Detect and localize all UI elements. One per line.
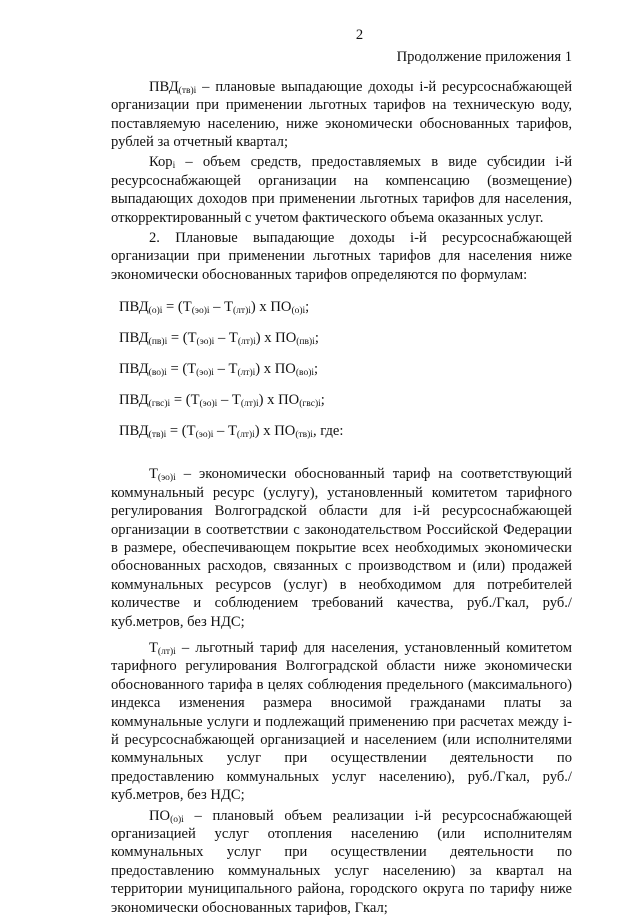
formula-lhs-subscript: (тв)i	[148, 430, 167, 441]
formula-tail: ;	[314, 361, 319, 378]
formula-term-subscript: (эо)i	[195, 430, 214, 441]
definition-text: – льготный тариф для населения, установленный комитетом тарифного регулирования Волгоградской области ниже экономически обоснованного тарифа в целях соблюдения предельного (максимального) индекса изменения размера вносимой гражданами платы за коммунальные услуги и подлежащий применению при расчетах между i-й ресурсоснабжающей организацией и населением (или исполнителями коммунальных услуг при осуществлении деятельности по предоставлению коммунальных услуг населению), руб./Гкал, руб./куб.метров, без НДС;	[111, 639, 572, 804]
paragraph-2: 2. Плановые выпадающие доходы i-й ресурсоснабжающей организации при применении льготных тарифов для населения ниже экономически обоснованных тарифов определяются по формулам:	[111, 230, 572, 283]
symbol: Т	[149, 466, 158, 483]
symbol: ПО	[149, 807, 171, 824]
definition-t-lt	[111, 639, 572, 805]
formula-lhs-subscript: (гвс)i	[148, 399, 171, 410]
formula-op: = (	[166, 423, 187, 440]
formula-tail: , где:	[312, 423, 344, 440]
formula-op: –	[209, 299, 225, 316]
formula-term: Т	[182, 299, 192, 316]
formula-op: –	[213, 423, 228, 440]
formula-pv	[111, 329, 572, 360]
formula-op: = (	[170, 392, 191, 409]
formula-term: ПО	[278, 392, 300, 409]
formula-gvs	[111, 391, 572, 422]
formula-lhs: ПВД	[119, 392, 149, 409]
formula-op: ) х	[250, 299, 271, 316]
symbol-subscript: i	[172, 161, 176, 172]
symbol-subscript: (о)i	[170, 814, 184, 825]
formula-term: ПО	[270, 299, 292, 316]
formula-tv	[111, 422, 572, 453]
formula-tail: ;	[320, 392, 325, 409]
formula-lhs: ПВД	[119, 423, 149, 440]
formula-lhs: ПВД	[119, 299, 149, 316]
paragraph-text: – объем средств, предоставляемых в виде субсидии i-й ресурсоснабжающей организации на компенсацию (возмещение) выпадающих доходов при применении льготных тарифов для населения, откорректированный с учетом фактического объема оказанных услуг.	[111, 154, 572, 226]
symbol-subscript: (лт)i	[157, 646, 176, 657]
formula-lhs: ПВД	[119, 330, 149, 347]
definition-text: – экономически обоснованный тариф на соответствующий коммунальный ресурс (услугу), установленный комитетом тарифного регулирования Волгоградской области для i-й ресурсоснабжающей организации в соответствии с законодательством Российской Федерации в размере, обеспечивающем покрытие всех необходимых экономически обоснованных расходов, связанных с производством и (или) продажей коммунальных ресурсов (услуг) в необходимом для потребителей количестве и соблюдением требований качества, руб./Гкал, руб./куб.метров, без НДС;	[111, 466, 572, 630]
formula-term-subscript: (эо)i	[191, 306, 210, 317]
formula-term-subscript: (лт)i	[236, 430, 255, 441]
formula-term: Т	[224, 299, 234, 316]
formula-term-subscript: (о)i	[291, 306, 306, 317]
formula-lhs: ПВД	[119, 361, 149, 378]
definition-po-o	[111, 807, 572, 917]
formula-term: Т	[228, 361, 238, 378]
formula-op: = (	[162, 299, 183, 316]
formula-term-subscript: (гвс)i	[299, 399, 321, 410]
formula-term-subscript: (лт)i	[237, 337, 256, 348]
formula-term: ПО	[275, 330, 297, 347]
page-number: 2	[355, 27, 364, 43]
symbol-subscript: (эо)i	[157, 473, 176, 484]
formula-term-subscript: (пв)i	[296, 337, 315, 348]
paragraph-kor	[111, 153, 572, 227]
formula-o	[111, 298, 572, 329]
formula-tail: ;	[314, 330, 319, 347]
formula-term: ПО	[274, 361, 296, 378]
formula-op: = (	[166, 361, 188, 378]
formula-lhs-subscript: (о)i	[148, 306, 163, 317]
formula-term-subscript: (эо)i	[196, 337, 215, 348]
appendix-note: Продолжение приложения 1	[396, 49, 572, 66]
formula-op: = (	[167, 330, 188, 347]
definition-text: – плановый объем реализации i-й ресурсоснабжающей организацией услуг отопления населению (или исполнителям коммунальных услуг при осуществлении деятельности по предоставлению коммунальных услуг населению) за квартал на территории муниципального района, городского округа по тарифу ниже экономически обоснованных тарифов, Гкал;	[111, 807, 572, 916]
formula-term: Т	[228, 330, 238, 347]
symbol: Кор	[149, 154, 173, 171]
formula-term-subscript: (лт)i	[237, 368, 256, 379]
formula-term: ПО	[274, 423, 296, 440]
formula-term: Т	[231, 392, 241, 409]
symbol-subscript: (тв)i	[178, 85, 197, 96]
formula-term: Т	[186, 423, 196, 440]
formula-lhs-subscript: (пв)i	[148, 337, 168, 348]
formula-list	[111, 298, 572, 453]
formula-tail: ;	[305, 299, 310, 316]
symbol: Т	[149, 639, 158, 656]
formula-term-subscript: (лт)i	[233, 306, 251, 317]
formula-term-subscript: (во)i	[295, 368, 314, 379]
paragraph-pvd-tv	[111, 78, 572, 152]
formula-op: ) х	[255, 330, 276, 347]
formula-term-subscript: (лт)i	[240, 399, 259, 410]
formula-term-subscript: (тв)i	[295, 430, 313, 441]
formula-term: Т	[187, 361, 197, 378]
formula-op: –	[217, 392, 232, 409]
formula-term-subscript: (эо)i	[199, 399, 218, 410]
formula-op: ) х	[255, 361, 275, 378]
paragraph-text: – плановые выпадающие доходы i-й ресурсоснабжающей организации при применении льготных тарифов на техническую воду, поставляемую населению, ниже экономически обоснованных тарифов, рублей за отчетный квартал;	[111, 78, 572, 151]
formula-op: ) х	[254, 423, 275, 440]
formula-op: –	[213, 361, 229, 378]
formula-op: –	[214, 330, 229, 347]
symbol: ПВД	[149, 78, 179, 95]
formula-term: Т	[190, 392, 200, 409]
formula-vo	[111, 360, 572, 391]
formula-term-subscript: (эо)i	[196, 368, 214, 379]
formula-op: ) х	[258, 392, 279, 409]
formula-term: Т	[227, 423, 237, 440]
formula-term: Т	[187, 330, 197, 347]
formula-lhs-subscript: (во)i	[148, 368, 167, 379]
definition-t-eo	[111, 465, 572, 631]
